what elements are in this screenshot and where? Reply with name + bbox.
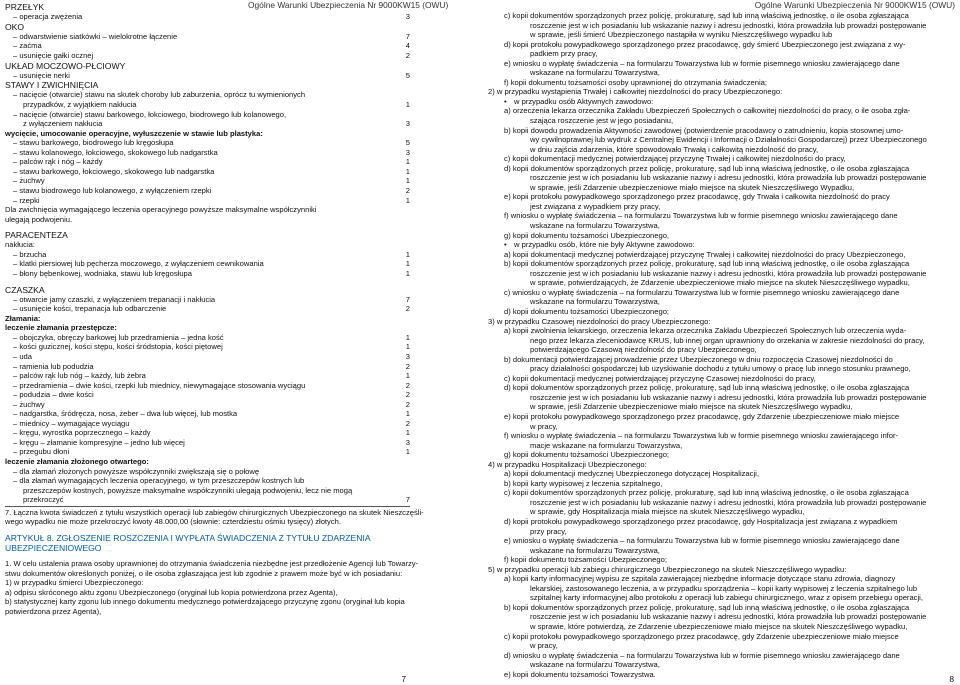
- coefficient-row: [5, 390, 410, 400]
- right-page-content: [488, 11, 955, 679]
- text-line: f) kopii dokumentu tożsamości osoby uprawnionej do otrzymania świadczenia;: [504, 77, 767, 87]
- coefficient-label: – żuchwy: [13, 176, 45, 186]
- text-line: w pracy,: [530, 421, 558, 431]
- text-line: nakłucia:: [5, 240, 35, 250]
- text-line: w pracy,: [530, 641, 558, 651]
- text-line: f) kopii dokumentu tożsamości Ubezpieczonego;: [504, 555, 667, 565]
- coefficient-label: – stawu barkowego, biodrowego lub kręgosłupa: [13, 138, 174, 148]
- text-line: w sprawie, które potwierdzą, że Zdarzenie ubezpieczeniowe miało miejsce na skutek Nieszczęśliwego wypadku,: [530, 622, 908, 631]
- coefficient-label: – błony bębenkowej, wodniaka, stawu lub kręgosłupa: [13, 268, 192, 278]
- text-line: roszczenie jest w ich posiadaniu lub wskazanie nazwy i adresu jednostki, która prowadziła lub prowadzi postępowanie: [530, 20, 927, 30]
- text-line: 1. W celu ustalenia prawa osoby uprawnionej do otrzymania świadczenia niezbędne jest przedłożenie Agencji lub Towarzy-: [5, 559, 419, 569]
- text-line: wskazane na formularzu Towarzystwa,: [530, 68, 660, 78]
- section-heading: STAWY I ZWICHNIĘCIA: [5, 80, 99, 91]
- text-line: b) dokumentacji potwierdzającej prowadzenie przez Ubezpieczonego w dniu rozpoczęcia Czasowej niezdolności do: [504, 354, 893, 364]
- text-line: e) wniosku o wypłatę świadczenia – na formularzu Towarzystwa lub w formie pisemnego wniosku zawierającego dane: [504, 58, 900, 68]
- coefficient-label: – obojczyka, obręczy barkowej lub przedramienia – jedna kość: [13, 332, 224, 342]
- text-line: • w przypadku osób, które nie były Aktywne zawodowo:: [488, 240, 955, 250]
- coefficient-value: 1: [405, 447, 410, 457]
- coefficient-label: – przegubu dłoni: [13, 447, 70, 457]
- coefficient-label: – kręgu – złamanie kompresyjne – jedno lub więcej: [13, 437, 185, 447]
- section-heading: PRZEŁYK: [5, 2, 45, 12]
- text-line: 2) w przypadku wystąpienia Trwałej i całkowitej niezdolności do pracy Ubezpieczonego:: [488, 87, 783, 97]
- coefficient-label: – stawu barkowego, łokciowego, skokowego lub nadgarstka: [13, 166, 215, 176]
- text-line: przeszczepów kostnych, powyższe maksymalne współczynniki ulegają podwojeniu, lecz nie mogą: [23, 485, 353, 495]
- text-line: 7. Łączna kwota świadczeń z tytułu wszystkich operacji lub zabiegów chirurgicznych Ubezpieczonego na skutek Nieszczęśli-: [5, 507, 424, 517]
- coefficient-label: – palców rąk lub nóg – każdy, lub żebra: [13, 371, 146, 381]
- text-line: wskazane na formularzu Towarzystwa,: [530, 297, 660, 307]
- coefficient-label: – usunięcie nerki: [13, 70, 70, 80]
- text-line: d) kopii dokumentów sporządzonych przez policję, prokuraturę, sąd lub inną właściwą jednostkę, o ile osoba zgłaszająca: [504, 163, 910, 173]
- text-line: w sprawie, gdy Hospitalizacja miała miejsce na skutek Nieszczęśliwego wypadku,: [530, 507, 805, 517]
- text-line: lekarskiej, zastosowanego leczenia, a w przypadku sporządzenia – kopii karty wypisowej z leczenia szpitalnego lub: [530, 583, 918, 593]
- coefficient-value: 1: [405, 195, 410, 205]
- coefficient-value: 3: [405, 437, 410, 447]
- text-line: a) kopii dokumentacji medycznej Ubezpieczonego dotyczącej Hospitalizacji,: [504, 469, 759, 479]
- text-line: wskazane na formularzu Towarzystwa,: [530, 660, 660, 670]
- text-line: potwierdzającego Czasową niezdolność do pracy Ubezpieczonego,: [530, 345, 757, 355]
- text-line: 1) w przypadku śmierci Ubezpieczonego:: [5, 578, 144, 588]
- coefficient-label: – otwarcie jamy czaszki, z wyłączeniem trepanacji i nakłucia: [13, 294, 216, 304]
- coefficient-value: 3: [405, 351, 410, 361]
- text-line: wy cywilnoprawnej lub wydruk z Centralnej Ewidencji i Informacji o Działalności Gospodarczej) przez Ubezpieczonego: [530, 135, 927, 145]
- coefficient-value: 2: [405, 304, 410, 314]
- coefficient-row: [5, 71, 410, 81]
- coefficient-label: – ramienia lub podudzia: [13, 361, 94, 371]
- text-line: 3) w przypadku Czasowej niezdolności do pracy Ubezpieczonego:: [488, 316, 711, 326]
- coefficient-value: 5: [405, 70, 410, 80]
- text-line: • w przypadku osób Aktywnych zawodowo:: [488, 97, 955, 107]
- coefficient-row: [5, 381, 410, 391]
- coefficient-row: [5, 342, 410, 352]
- left-page: [5, 0, 424, 685]
- coefficient-row: [5, 196, 410, 206]
- article-heading: ARTYKUŁ 8. ZGŁOSZENIE ROSZCZENIA I WYPŁATA ŚWIADCZENIA Z TYTUŁU ZDARZENIA: [5, 532, 371, 543]
- text-line: padkiem przy pracy,: [530, 49, 598, 59]
- text-line: szająca roszczenie jest w jego posiadaniu,: [530, 116, 674, 126]
- coefficient-row: [5, 447, 410, 457]
- text-line: 5) w przypadku operacji lub zabiegu chirurgicznego Ubezpieczonego na skutek Nieszczęśliwego wypadku:: [488, 564, 847, 574]
- coefficient-label: – kręgu, wyrostka poprzecznego – każdy: [13, 428, 151, 438]
- coefficient-value: 1: [405, 166, 410, 176]
- text-line: jest związana z wypadkiem przy pracy,: [530, 201, 661, 211]
- coefficient-row: [5, 176, 410, 186]
- coefficient-value: 2: [405, 399, 410, 409]
- coefficient-row: [5, 167, 410, 177]
- text-line: d) kopii protokołu powypadkowego sporządzonego przez pracodawcę, gdy śmierć Ubezpieczonego jest związana z wy-: [504, 39, 906, 49]
- coefficient-row: [5, 32, 410, 42]
- text-line: d) kopii dokumentu tożsamości Ubezpieczonego;: [504, 306, 670, 316]
- text-line: leczenie złamania przestępcze:: [5, 323, 117, 333]
- text-line: c) kopii dokumentacji medycznej potwierdzającej przyczynę Czasowej niezdolności do pracy,: [504, 373, 816, 383]
- text-line: a) kopii karty informacyjnej wypisu ze szpitala zawierającej niezbędne informacje dotyczące stanu zdrowia, diagnozy: [504, 574, 896, 584]
- text-line: ulegają podwojeniu.: [5, 214, 73, 224]
- coefficient-value: 1: [405, 259, 410, 269]
- coefficient-row: [5, 138, 410, 148]
- coefficient-label: – klatki piersiowej lub pęcherza moczowego, z wyłączeniem cewnikowania: [13, 259, 264, 269]
- text-line: – nacięcie (otwarcie) stawu barkowego, łokciowego, biodrowego lub kolanowego,: [13, 109, 287, 119]
- coefficient-value: 7: [405, 31, 410, 41]
- coefficient-row: [5, 12, 410, 22]
- text-line: pracy działalności gospodarczej lub uzyskiwanie dochodu z tytułu umowy o pracę lub innego stosunku prawnego,: [530, 364, 911, 374]
- coefficient-value: 2: [405, 185, 410, 195]
- text-line: c) kopii dokumentów sporządzonych przez policję, prokuraturę, sąd lub inną właściwą jednostkę, o ile osoba zgłaszająca: [504, 11, 909, 20]
- coefficient-value: 1: [405, 371, 410, 381]
- text-line: e) kopii dokumentu tożsamości Towarzystwa.: [504, 669, 656, 679]
- coefficient-value: 1: [405, 268, 410, 278]
- text-line: nego przez lekarza zleceniodawcę KRUS, lub innej organ uprawniony do orzekania w zakresie niezdolności do pracy,: [530, 335, 925, 345]
- coefficient-label: – operacja zwężenia: [13, 12, 83, 22]
- text-line: c) kopii dokumentacji medycznej potwierdzającej przyczynę Trwałej i całkowitej niezdolności do pracy,: [504, 154, 846, 164]
- text-line: stwu dokumentów określonych poniżej, o ile osoba zgłaszająca jest lub zgodnie z prawem może być w ich posiadaniu:: [5, 568, 403, 578]
- page-number-left: 7: [401, 674, 406, 685]
- coefficient-label: – zaćma: [13, 41, 42, 51]
- coefficient-label: – palców rąk i nóg – każdy: [13, 157, 103, 167]
- text-line: c) kopii protokołu powypadkowego sporządzonego przez pracodawcę, gdy Zdarzenie ubezpieczeniowe miało miejsce: [504, 631, 899, 641]
- text-line: f) wniosku o wypłatę świadczenia – na formularzu Towarzystwa lub w formie pisemnego wniosku zawierającego infor-: [504, 431, 899, 441]
- text-line: a) kopii dokumentacji medycznej potwierdzającej przyczynę Trwałej i całkowitej niezdolności do pracy Ubezpieczonego,: [504, 249, 906, 259]
- coefficient-value: 2: [405, 390, 410, 400]
- text-line: g) kopii dokumentu tożsamości Ubezpieczonego;: [504, 450, 670, 460]
- coefficient-row: [5, 186, 410, 196]
- text-line: e) kopii protokołu powypadkowego sporządzonego przez pracodawcę, gdy Zdarzenie ubezpieczeniowe miało miejsce: [504, 411, 900, 421]
- text-line: f) wniosku o wypłatę świadczenia – na formularzu Towarzystwa lub w formie pisemnego wniosku zawierającego dane: [504, 211, 898, 221]
- coefficient-label: – usunięcie gałki ocznej: [13, 51, 94, 61]
- coefficient-row: [5, 51, 410, 61]
- coefficient-row: [5, 438, 410, 448]
- coefficient-row: [5, 371, 410, 381]
- coefficient-label: – kości guzicznej, kości stępu, kości śródstopia, kości piętowej: [13, 342, 223, 352]
- text-line: – dla złamań złożonych powyższe współczynniki zwiększają się o połowę: [13, 466, 260, 476]
- text-line: szpitalnej karty informacyjnej albo protokołu z operacji lub zabiegu chirurgicznego, wraz z opisem przebiegu operacji,: [530, 593, 923, 603]
- coefficient-row: [5, 400, 410, 410]
- coefficient-label: – przedramienia – dwie kości, rzepki lub miednicy, niewymagające stosowania wyciągu: [13, 380, 306, 390]
- right-page: [488, 0, 955, 685]
- coefficient-row: [5, 295, 410, 305]
- coefficient-label: – uda: [13, 351, 33, 361]
- coefficient-value: 2: [405, 380, 410, 390]
- coefficient-label: – rzepki: [13, 195, 40, 205]
- coefficient-row: [5, 495, 410, 505]
- text-line: d) kopii dokumentów sporządzonych przez policję, prokuraturę, sąd lub inną właściwą jednostkę, o ile osoba zgłaszająca: [504, 383, 910, 393]
- coefficient-label: – podudzia – dwie kości: [13, 390, 94, 400]
- section-heading: OKO: [5, 21, 25, 32]
- coefficient-value: 3: [405, 119, 410, 129]
- coefficient-row: [5, 428, 410, 438]
- coefficient-row: [5, 333, 410, 343]
- text-line: a) odpisu skróconego aktu zgonu Ubezpieczonego (oryginał lub kopia potwierdzona przez Agenta),: [5, 587, 338, 597]
- coefficient-value: 1: [405, 157, 410, 167]
- text-line: roszczenie jest w ich posiadaniu lub wskazanie nazwy i adresu jednostki, która prowadziła lub prowadzi postępowanie: [530, 612, 927, 622]
- coefficient-label: – nadgarstka, śródręcza, nosa, żeber – dwa lub więcej, lub mostka: [13, 409, 238, 419]
- text-line: d) wniosku o wypłatę świadczenia – na formularzu Towarzystwa lub w formie pisemnego wniosku zawierającego dane: [504, 650, 900, 660]
- coefficient-row: [5, 119, 410, 129]
- coefficient-value: 2: [405, 51, 410, 61]
- text-line: w sprawie, jeśli Zdarzenie ubezpieczeniowe miało miejsce na skutek Nieszczęśliwego Wypadku,: [530, 182, 855, 192]
- text-line: e) kopii protokołu powypadkowego sporządzonego przez pracodawcę, gdy Trwała i całkowita niezdolność do pracy: [504, 192, 890, 202]
- coefficient-label: – odwarstwienie siatkówki – wielokrotne łączenie: [13, 31, 178, 41]
- coefficient-label: – żuchwy: [13, 399, 45, 409]
- section-heading: CZASZKA: [5, 284, 45, 295]
- coefficient-row: [5, 269, 410, 279]
- text-line: wego wypadku nie może przekroczyć kwoty 48.000,00 (słownie: czterdziestu ośmiu tysięcy) złotych.: [5, 517, 341, 527]
- coefficient-value: 1: [405, 249, 410, 259]
- coefficient-row: [5, 409, 410, 419]
- text-line: Dla zwichnięcia wymagającego leczenia operacyjnego powyższe maksymalne współczynniki: [5, 205, 317, 215]
- separator-line: [5, 506, 410, 507]
- coefficient-row: [5, 148, 410, 158]
- text-line: c) kopii dokumentów sporządzonych przez policję, prokuraturę, sąd lub inną właściwą jednostkę, o ile osoba zgłaszająca: [504, 488, 909, 498]
- coefficient-row: [5, 362, 410, 372]
- coefficient-row: [5, 41, 410, 51]
- coefficient-value: 2: [405, 418, 410, 428]
- coefficient-value: 1: [405, 342, 410, 352]
- text-line: roszczenie jest w ich posiadaniu lub wskazanie nazwy i adresu jednostki, która prowadziła lub prowadzi postępowanie: [530, 392, 927, 402]
- text-line: c) wniosku o wypłatę świadczenia – na formularzu Towarzystwa lub w formie pisemnego wniosku zawierającego dane: [504, 287, 900, 297]
- coefficient-value: 5: [405, 138, 410, 148]
- coefficient-label: – usunięcie kości, trepanacja lub odbarczenie: [13, 304, 167, 314]
- text-line: w sprawie, jeśli śmierć Ubezpieczonego nastąpiła w wyniku Nieszczęśliwego wypadku lub: [530, 30, 833, 40]
- coefficient-value: 4: [405, 41, 410, 51]
- text-line: wskazane na formularzu Towarzystwa,: [530, 221, 660, 231]
- coefficient-label: – stawu kolanowego, łokciowego, skokowego lub nadgarstka: [13, 147, 218, 157]
- section-heading: PARACENTEZA: [5, 230, 68, 241]
- text-line: – nacięcie (otwarcie) stawu na skutek choroby lub zaburzenia, oprócz tu wymienionych: [13, 90, 306, 100]
- coefficient-label: – miednicy – wymagające wyciągu: [13, 418, 130, 428]
- text-line: Złamania:: [5, 313, 41, 323]
- coefficient-value: 1: [405, 100, 410, 110]
- text-line: potwierdzona przez Agenta),: [5, 606, 102, 616]
- coefficient-row: [5, 259, 410, 269]
- text-line: d) kopii protokołu powypadkowego sporządzonego przez pracodawcę, gdy Hospitalizacja jest związana z wypadkiem: [504, 516, 898, 526]
- text-line: a) orzeczenia lekarza orzecznika Zakładu Ubezpieczeń Społecznych o całkowitej niezdolności do pracy, o ile osoba zgła-: [504, 106, 911, 116]
- text-line: 4) w przypadku Hospitalizacji Ubezpieczonego:: [488, 459, 647, 469]
- text-line: roszczenie jest w ich posiadaniu lub wskazanie nazwy i adresu jednostki, która prowadziła lub prowadzi postępowanie: [530, 173, 927, 183]
- coefficient-value: 7: [405, 294, 410, 304]
- text-line: roszczenie jest w ich posiadaniu lub wskazanie nazwy i adresu jednostki, która prowadziła lub prowadzi postępowanie: [530, 497, 927, 507]
- text-line: b) kopii dowodu prowadzenia Aktywności zawodowej (potwierdzenie pracodawcy o zatrudnieniu, kopia stosownej umo-: [504, 125, 904, 135]
- coefficient-value: 1: [405, 409, 410, 419]
- text-line: b) kopii karty wypisowej z leczenia szpitalnego,: [504, 478, 663, 488]
- coefficient-row: [5, 250, 410, 260]
- text-line: wskazane na formularzu Towarzystwa,: [530, 545, 660, 555]
- coefficient-value: 2: [405, 361, 410, 371]
- text-line: macje wskazane na formularzu Towarzystwa,: [530, 440, 683, 450]
- article-heading: UBEZPIECZENIOWEGO: [5, 543, 102, 554]
- page-number-right: 8: [949, 674, 954, 685]
- text-line: leczenie złamania złożonego otwartego:: [5, 457, 149, 466]
- coefficient-value: 3: [405, 12, 410, 22]
- coefficient-value: 3: [405, 147, 410, 157]
- left-page-content: [5, 2, 424, 617]
- coefficient-label: przekroczyć: [23, 495, 64, 505]
- coefficient-value: 1: [405, 428, 410, 438]
- coefficient-value: 1: [405, 332, 410, 342]
- text-line: e) wniosku o wypłatę świadczenia – na formularzu Towarzystwa lub w formie pisemnego wniosku zawierającego dane: [504, 536, 900, 546]
- text-line: a) kopii zwolnienia lekarskiego, orzeczenia lekarza orzecznika Zakładu Ubezpieczeń Społecznych lub orzeczenia wyda-: [504, 326, 907, 336]
- coefficient-row: [5, 419, 410, 429]
- coefficient-row: [5, 100, 410, 110]
- coefficient-label: – brzucha: [13, 249, 47, 259]
- text-line: w dniu zajścia zdarzenia, które spowodowało Trwałą i całkowitą niezdolność do pracy,: [530, 144, 819, 154]
- text-line: w sprawie, potwierdzających, że Zdarzenie ubezpieczeniowe miało miejsce na skutek Nieszczęśliwego wypadku,: [530, 278, 910, 288]
- page-header-left: Ogólne Warunki Ubezpieczenia Nr 9000KW15 (OWU): [248, 0, 449, 10]
- coefficient-row: [5, 304, 410, 314]
- text-line: roszczenie jest w ich posiadaniu lub wskazanie nazwy i adresu jednostki, która prowadziła lub prowadzi postępowanie: [530, 268, 927, 278]
- text-line: przy pracy,: [530, 526, 567, 536]
- coefficient-label: – stawu biodrowego lub kolanowego, z wyłączeniem rzepki: [13, 185, 212, 195]
- text-line: b) kopii dokumentów sporządzonych przez policję, prokuraturę, sąd lub inną właściwą jednostkę, o ile osoba zgłaszająca: [504, 602, 910, 612]
- text-line: w sprawie, jeśli Zdarzenie ubezpieczeniowe miało miejsce na skutek Nieszczęśliwego wypadku,: [530, 402, 853, 412]
- text-line: wycięcie, umocowanie operacyjne, wyłuszczenie w stawie lub plastyka:: [5, 128, 263, 138]
- coefficient-row: [5, 352, 410, 362]
- coefficient-row: [5, 157, 410, 167]
- coefficient-label: przypadków, z wyjątkiem nakłucia: [23, 100, 137, 110]
- text-line: b) kopii dokumentów sporządzonych przez policję, prokuraturę, sąd lub inną właściwą jednostkę, o ile osoba zgłaszająca: [504, 259, 910, 269]
- text-line: b) statystycznej karty zgonu lub innego dokumentu medycznego potwierdzającego przyczynę zgonu (oryginał lub kopia: [5, 597, 405, 607]
- text-line: g) kopii dokumentu tożsamości Ubezpieczonego,: [504, 230, 670, 240]
- coefficient-label: z wyłączeniem nakłucia: [23, 119, 103, 129]
- text-line: – dla złamań wymagających leczenia operacyjnego, w tym przeszczepów kostnych lub: [13, 476, 305, 486]
- section-heading: UKŁAD MOCZOWO-PŁCIOWY: [5, 60, 126, 71]
- coefficient-value: 7: [405, 495, 410, 505]
- page-header-right: Ogólne Warunki Ubezpieczenia Nr 9000KW15 (OWU): [754, 0, 955, 10]
- coefficient-value: 1: [405, 176, 410, 186]
